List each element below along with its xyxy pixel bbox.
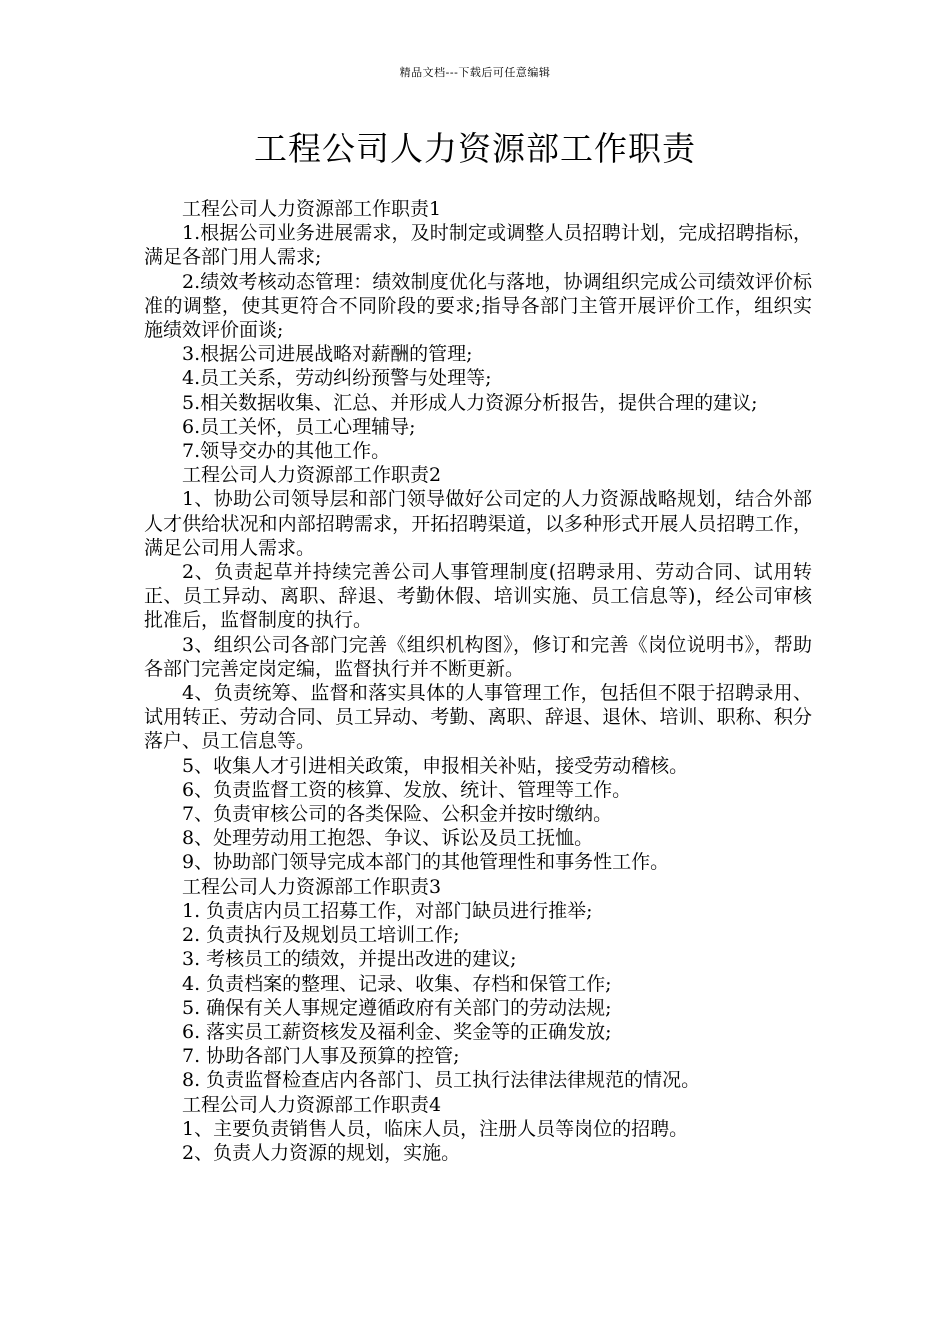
section-heading-3: 工程公司人力资源部工作职责3	[182, 875, 442, 898]
duty-paragraph: 7. 协助各部门人事及预算的控管;	[182, 1045, 460, 1068]
duty-paragraph: 7、负责审核公司的各类保险、公积金并按时缴纳。	[182, 803, 613, 826]
duty-paragraph: 1、协助公司领导层和部门领导做好公司定的人力资源战略规划，结合外部人才供给状况和内部招聘需求，开拓招聘渠道，以多种形式开展人员招聘工作，满足公司用人需求。	[144, 488, 812, 559]
duty-paragraph: 2、负责起草并持续完善公司人事管理制度(招聘录用、劳动合同、试用转正、员工异动、离职、辞退、考勤休假、培训实施、员工信息等)，经公司审核批准后，监督制度的执行。	[144, 561, 812, 632]
duty-paragraph: 3、组织公司各部门完善《组织机构图》，修订和完善《岗位说明书》，帮助各部门完善定岗定编，监督执行并不断更新。	[144, 633, 812, 680]
duty-paragraph: 8、处理劳动用工抱怨、争议、诉讼及员工抚恤。	[182, 827, 594, 850]
duty-paragraph: 5、收集人才引进相关政策，申报相关补贴，接受劳动稽核。	[182, 754, 689, 777]
section-heading-2: 工程公司人力资源部工作职责2	[182, 464, 442, 487]
duty-paragraph: 8. 负责监督检查店内各部门、员工执行法律法律规范的情况。	[182, 1069, 701, 1092]
duty-paragraph: 6、负责监督工资的核算、发放、统计、管理等工作。	[182, 778, 632, 801]
document-body	[144, 197, 812, 1165]
section-heading-1: 工程公司人力资源部工作职责1	[182, 198, 442, 220]
duty-paragraph: 3. 考核员工的绩效，并提出改进的建议;	[182, 948, 517, 971]
duty-paragraph: 9、协助部门领导完成本部门的其他管理性和事务性工作。	[182, 851, 670, 874]
duty-paragraph: 7.领导交办的其他工作。	[182, 440, 391, 463]
duty-paragraph: 5. 确保有关人事规定遵循政府有关部门的劳动法规;	[182, 996, 612, 1019]
duty-paragraph: 4、负责统筹、监督和落实具体的人事管理工作，包括但不限于招聘录用、试用转正、劳动合同、员工异动、考勤、离职、辞退、退休、培训、职称、积分落户、员工信息等。	[144, 682, 812, 753]
document-title: 工程公司人力资源部工作职责	[254, 129, 696, 168]
duty-paragraph: 2.绩效考核动态管理：绩效制度优化与落地，协调组织完成公司绩效评价标准的调整，使其更符合不同阶段的要求;指导各部门主管开展评价工作，组织实施绩效评价面谈;	[144, 270, 812, 342]
duty-paragraph: 3.根据公司进展战略对薪酬的管理;	[182, 343, 473, 366]
duty-paragraph: 1.根据公司业务进展需求，及时制定或调整人员招聘计划，完成招聘指标，满足各部门用人需求;	[144, 222, 812, 269]
duty-paragraph: 5.相关数据收集、汇总、并形成人力资源分析报告，提供合理的建议;	[182, 391, 758, 414]
duty-paragraph: 1、主要负责销售人员，临床人员，注册人员等岗位的招聘。	[182, 1117, 689, 1140]
section-heading-4: 工程公司人力资源部工作职责4	[182, 1093, 442, 1116]
duty-paragraph: 4. 负责档案的整理、记录、收集、存档和保管工作;	[182, 972, 612, 995]
duty-paragraph: 4.员工关系，劳动纠纷预警与处理等;	[182, 367, 492, 390]
duty-paragraph: 2、负责人力资源的规划，实施。	[182, 1141, 461, 1164]
duty-paragraph: 1. 负责店内员工招募工作，对部门缺员进行推举;	[182, 899, 593, 922]
duty-paragraph: 6.员工关怀，员工心理辅导;	[182, 415, 416, 438]
duty-paragraph: 2. 负责执行及规划员工培训工作;	[182, 924, 460, 947]
document-header-note: 精品文档---下载后可任意编辑	[399, 66, 551, 79]
duty-paragraph: 6. 落实员工薪资核发及福利金、奖金等的正确发放;	[182, 1020, 612, 1043]
